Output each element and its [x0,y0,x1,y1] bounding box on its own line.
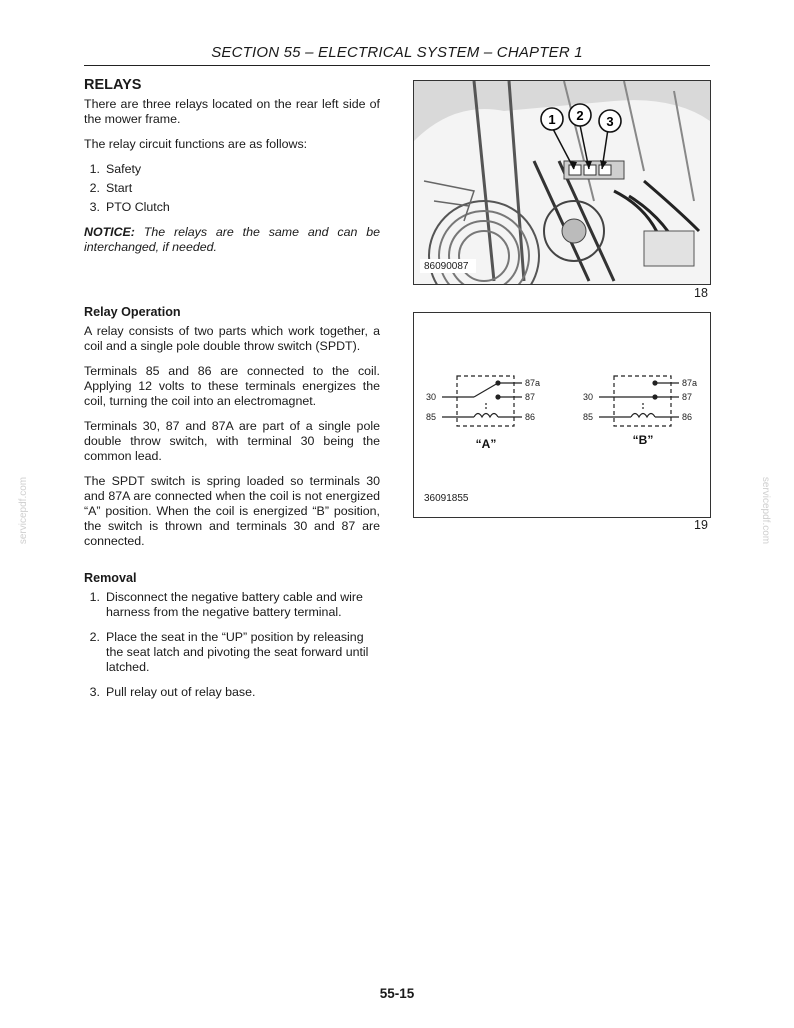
figure-18-code: 86090087 [424,261,469,272]
relay-a-t86: 86 [525,412,536,422]
relay-schematic [414,313,710,517]
removal-heading: Removal [84,571,137,585]
operation-p1: A relay consists of two parts which work together, a coil and a single pole double throw switch (SPDT). [84,324,380,353]
left-column [84,78,380,710]
relay-b-t87a: 87a [682,378,698,388]
page-number: 55-15 [379,986,415,1001]
relays-heading: RELAYS [84,77,142,93]
list-item: 3. PTO Clutch [89,200,170,214]
figure-18-number: 18 [694,286,708,300]
list-item: 3. Pull relay out of relay base. [89,685,256,699]
notice-paragraph [84,225,380,255]
relay-b-t30: 30 [583,392,594,402]
relay-a-t85: 85 [426,412,437,422]
callout-3: 3 [606,114,614,129]
relays-intro: There are three relays located on the rear left side of the mower frame. [84,97,380,126]
callout-2: 2 [576,108,584,123]
notice-text: The relays are the same and can be interchanged, if needed. [84,225,380,254]
relay-a-t30: 30 [426,392,437,402]
callout-1: 1 [548,112,556,127]
relay-operation-heading: Relay Operation [84,305,181,319]
list-item: 2. Start [89,181,133,195]
list-item: 1. Safety [89,162,142,176]
relay-location-photo [413,80,711,285]
relay-location-illustration [414,81,710,284]
watermark-left: servicepdf.com [18,476,30,545]
notice-label: NOTICE: [84,225,135,239]
operation-p4: The SPDT switch is spring loaded so terminals 30 and 87A are connected when the coil is not energized “A” position. When the coil is energized “B” position, the switch is thrown and terminals 30 and 87 are connected. [84,474,380,548]
relay-schematic-figure [413,312,711,518]
header-rule [84,65,710,66]
relay-b-t85: 85 [583,412,594,422]
relay-functions-list [84,162,380,215]
operation-p3: Terminals 30, 87 and 87A are part of a single pole double throw switch, with terminal 30 being the common lead. [84,419,380,463]
removal-steps [84,590,380,700]
relay-b-t86: 86 [682,412,693,422]
relays-functions-lead: The relay circuit functions are as follows: [84,137,308,151]
list-item: 1. Disconnect the negative battery cable and wire harness from the negative battery terminal. [89,590,363,619]
section-header: SECTION 55 – ELECTRICAL SYSTEM – CHAPTER 1 [211,44,583,61]
figure-19-code: 36091855 [424,493,469,504]
relay-b-label: “B” [632,433,654,447]
relay-b-t87: 87 [682,392,693,402]
watermark-right: servicepdf.com [760,476,772,545]
relay-a-t87: 87 [525,392,536,402]
relay-a-label: “A” [475,437,497,451]
figure-19-number: 19 [694,518,708,532]
list-item: 2. Place the seat in the “UP” position by releasing the seat latch and pivoting the seat forward until latched. [89,630,369,674]
relay-a-t87a: 87a [525,378,541,388]
operation-p2: Terminals 85 and 86 are connected to the coil. Applying 12 volts to these terminals energizes the coil, turning the coil into an electromagnet. [84,364,380,408]
